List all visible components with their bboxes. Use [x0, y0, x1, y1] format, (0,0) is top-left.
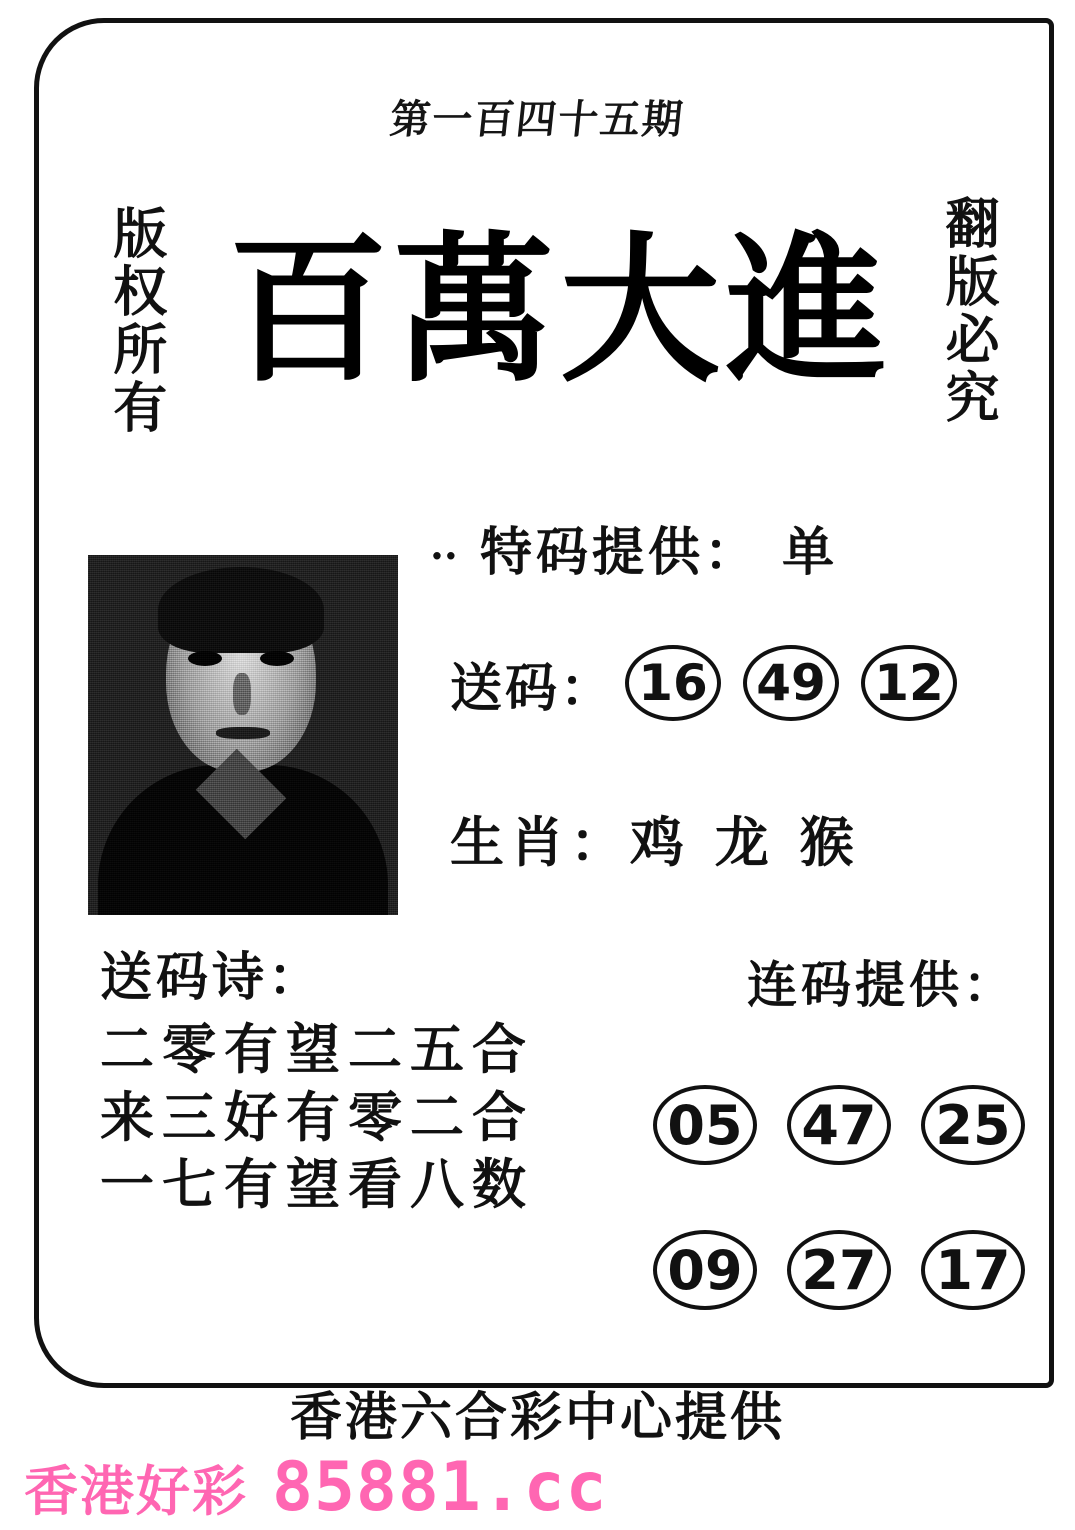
copyright-left-text: 版权所有 [104, 205, 169, 437]
lianma-ball: 09 [653, 1230, 757, 1310]
lianma-ball: 25 [921, 1085, 1025, 1165]
send-code-ball: 12 [861, 645, 957, 721]
zodiac-line: 生肖：鸡 龙 猴 [450, 810, 860, 874]
copyright-right-text: 翻版必究 [937, 195, 1001, 427]
poem-line: 一七有望看八数 [100, 1152, 534, 1216]
poem-block [100, 935, 534, 1219]
special-code-line [430, 510, 838, 585]
leading-dots: ·· [430, 533, 458, 580]
special-code-value: 单 [782, 522, 839, 583]
portrait-grain-overlay [88, 555, 398, 915]
send-code-ball: 16 [625, 645, 721, 721]
poem-line: 二零有望二五合 [100, 1017, 534, 1081]
portrait-photo [88, 555, 398, 915]
special-code-label: 特码提供： [479, 522, 760, 583]
footer-source: 香港六合彩中心提供 [289, 1387, 785, 1448]
lianma-ball: 05 [653, 1085, 757, 1165]
send-code-ball: 49 [743, 645, 839, 721]
issue-number: 第一百四十五期 [387, 96, 687, 143]
send-code-row [450, 645, 957, 721]
lianma-ball: 47 [787, 1085, 891, 1165]
send-code-label: 送码： [450, 657, 616, 719]
watermark-text: 香港好彩 [24, 1459, 248, 1523]
lianma-row-second [653, 1230, 1055, 1310]
lianma-title: 连码提供： [747, 955, 1017, 1014]
lianma-row-first [653, 1085, 1055, 1165]
poem-title: 送码诗： [100, 947, 325, 1008]
watermark-url: 85881.cc [272, 1448, 608, 1527]
lianma-ball: 17 [921, 1230, 1025, 1310]
watermark [24, 1448, 608, 1527]
lianma-ball: 27 [787, 1230, 891, 1310]
border-mask-right [1057, 0, 1075, 1380]
poem-line: 来三好有零二合 [100, 1084, 534, 1149]
poster-title: 百萬大進 [227, 216, 892, 404]
